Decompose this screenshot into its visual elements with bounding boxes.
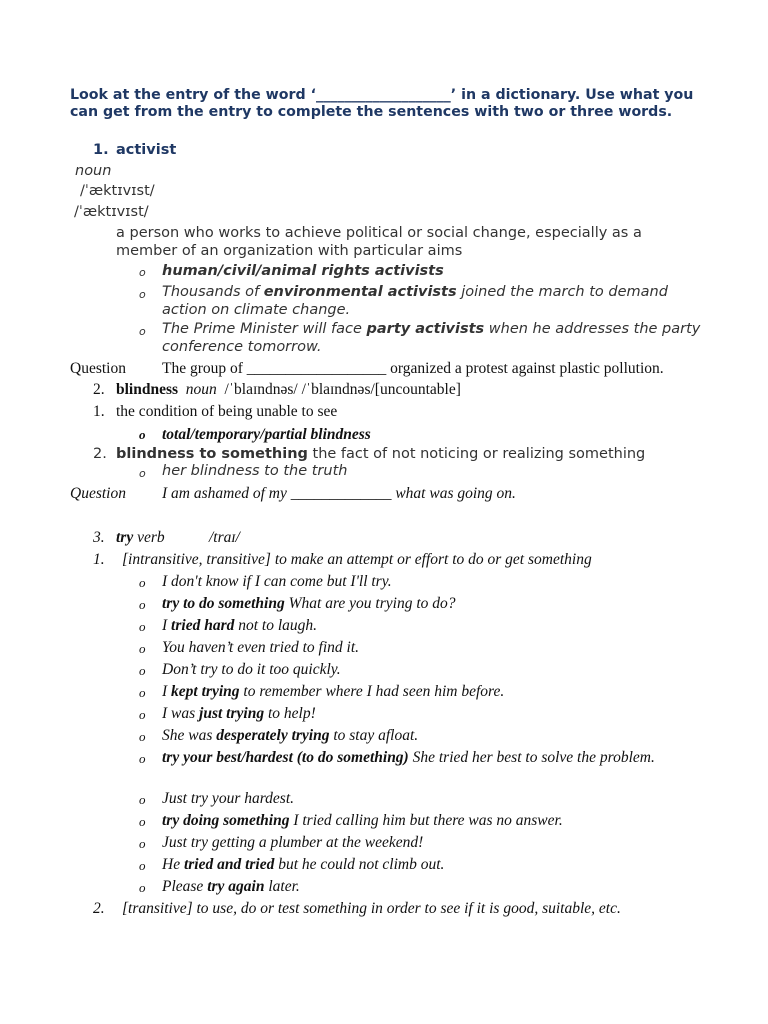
bullet-marker: o	[139, 663, 146, 678]
sense-definition: [intransitive, transitive] to make an attempt or effort to do or get something	[122, 551, 592, 568]
example	[162, 595, 456, 613]
example-text: I	[162, 683, 172, 700]
bullet-marker: o	[139, 814, 146, 829]
question-label: Question	[70, 485, 126, 502]
example-text: Just try your hardest.	[162, 790, 295, 807]
example-text: I was	[162, 705, 200, 722]
example-text: I don't know if I can come but I'll try.	[162, 573, 392, 590]
example	[162, 639, 359, 657]
headword-activist: activist	[116, 142, 177, 158]
bullet-marker: o	[139, 641, 146, 656]
bullet-marker: o	[139, 427, 146, 442]
example	[162, 683, 504, 701]
collocation: try to do something	[162, 595, 285, 612]
example-text: Just try getting a plumber at the weekend!	[162, 834, 424, 851]
entry-number-1: 1.	[93, 142, 109, 158]
collocation: blindness to something	[116, 446, 308, 462]
example-text: to help!	[264, 705, 316, 722]
example	[162, 878, 300, 896]
sense-number: 1.	[93, 403, 105, 420]
instructions: Look at the entry of the word ‘___________________’ in a dictionary. Use what you can get from the entry to complete the sentences with two or three words.	[70, 87, 694, 120]
example	[162, 617, 317, 635]
bullet-marker: o	[139, 266, 146, 279]
example	[162, 705, 316, 723]
bullet-marker: o	[139, 707, 146, 722]
example: her blindness to the truth	[162, 463, 348, 479]
question-text: The group of __________________ organized a protest against plastic pollution.	[162, 360, 664, 377]
bullet-marker: o	[139, 288, 146, 301]
example	[162, 727, 418, 745]
bullet-marker: o	[139, 597, 146, 612]
question-text: I am ashamed of my _____________ what was going on.	[162, 485, 516, 502]
bullet-marker: o	[139, 751, 146, 766]
example-text: Please	[162, 878, 208, 895]
headword-try: try	[116, 529, 134, 546]
example	[162, 426, 371, 444]
example	[162, 790, 294, 808]
pronunciation: /traɪ/	[209, 529, 240, 546]
example-text: I tried calling him but there was no answer.	[289, 812, 563, 829]
question-label: Question	[70, 360, 126, 377]
example	[162, 661, 341, 679]
example	[162, 262, 444, 280]
part-of-speech: noun	[185, 381, 217, 398]
example-text: Thousands of	[162, 284, 264, 300]
headword-blindness: blindness	[116, 381, 179, 398]
example	[162, 320, 702, 356]
entry-line	[116, 381, 461, 399]
example-text: to stay afloat.	[329, 727, 419, 744]
bullet-marker: o	[139, 575, 146, 590]
collocation: kept trying	[171, 683, 240, 700]
example	[162, 834, 423, 852]
example-text: She was	[162, 727, 217, 744]
part-of-speech: verb	[137, 529, 165, 546]
collocation: just trying	[199, 705, 265, 722]
pronunciation: /ˈblaɪndnəs/ /ˈblaɪndnəs/[uncountable]	[224, 381, 461, 398]
sense-definition: the condition of being unable to see	[116, 403, 338, 420]
bullet-marker: o	[139, 880, 146, 895]
collocation: party activists	[366, 321, 485, 337]
example	[162, 283, 682, 319]
collocation: try doing something	[162, 812, 290, 829]
example-text: She tried her best to solve the problem.	[408, 749, 655, 766]
sense-number: 2.	[93, 446, 107, 462]
bullet-marker: o	[139, 729, 146, 744]
sense-number: 1.	[93, 551, 105, 568]
entry-line	[116, 529, 165, 547]
example-text: Don’t try to do it too quickly.	[162, 661, 341, 678]
pronunciation-uk: /ˈæktɪvɪst/	[80, 183, 155, 199]
example	[162, 749, 662, 767]
example-text: not to laugh.	[234, 617, 318, 634]
example	[162, 812, 563, 830]
bullet-marker: o	[139, 792, 146, 807]
example	[162, 856, 444, 874]
example-text: when he addresses the party conference tomorrow.	[162, 321, 701, 355]
example-text: later.	[264, 878, 300, 895]
collocation: try again	[207, 878, 265, 895]
example-text: What are you trying to do?	[284, 595, 456, 612]
sense-definition	[116, 446, 645, 462]
bullet-marker: o	[139, 858, 146, 873]
bullet-marker: o	[139, 467, 146, 480]
definition-text: the fact of not noticing or realizing something	[307, 446, 646, 462]
pronunciation-us: /ˈæktɪvɪst/	[74, 204, 149, 220]
bullet-marker: o	[139, 325, 146, 338]
example-text: He	[162, 856, 184, 873]
sense-number: 2.	[93, 900, 105, 917]
collocation: tried and tried	[183, 856, 275, 873]
example-text: to remember where I had seen him before.	[239, 683, 505, 700]
part-of-speech: noun	[75, 163, 112, 179]
example-text: I	[162, 617, 172, 634]
entry-number-2: 2.	[93, 381, 105, 398]
example-text: The Prime Minister will face	[162, 321, 367, 337]
definition: a person who works to achieve political or social change, especially as a member of an organization with particular aims	[116, 225, 642, 259]
bullet-marker: o	[139, 619, 146, 634]
example-text: but he could not climb out.	[274, 856, 445, 873]
bullet-marker: o	[139, 685, 146, 700]
collocation: tried hard	[171, 617, 235, 634]
example	[162, 573, 392, 591]
collocation: try your best/hardest (to do something)	[162, 749, 409, 766]
bullet-marker: o	[139, 836, 146, 851]
collocation: environmental activists	[263, 284, 457, 300]
collocation: total/temporary/partial blindness	[162, 426, 371, 443]
collocation: desperately trying	[216, 727, 330, 744]
sense-definition: [transitive] to use, do or test something in order to see if it is good, suitable, etc.	[122, 900, 621, 917]
collocation: human/civil/animal rights activists	[162, 263, 444, 279]
example-text: joined the march to demand action on climate change.	[162, 284, 668, 318]
entry-number-3: 3.	[93, 529, 105, 546]
example-text: You haven’t even tried to find it.	[162, 639, 360, 656]
